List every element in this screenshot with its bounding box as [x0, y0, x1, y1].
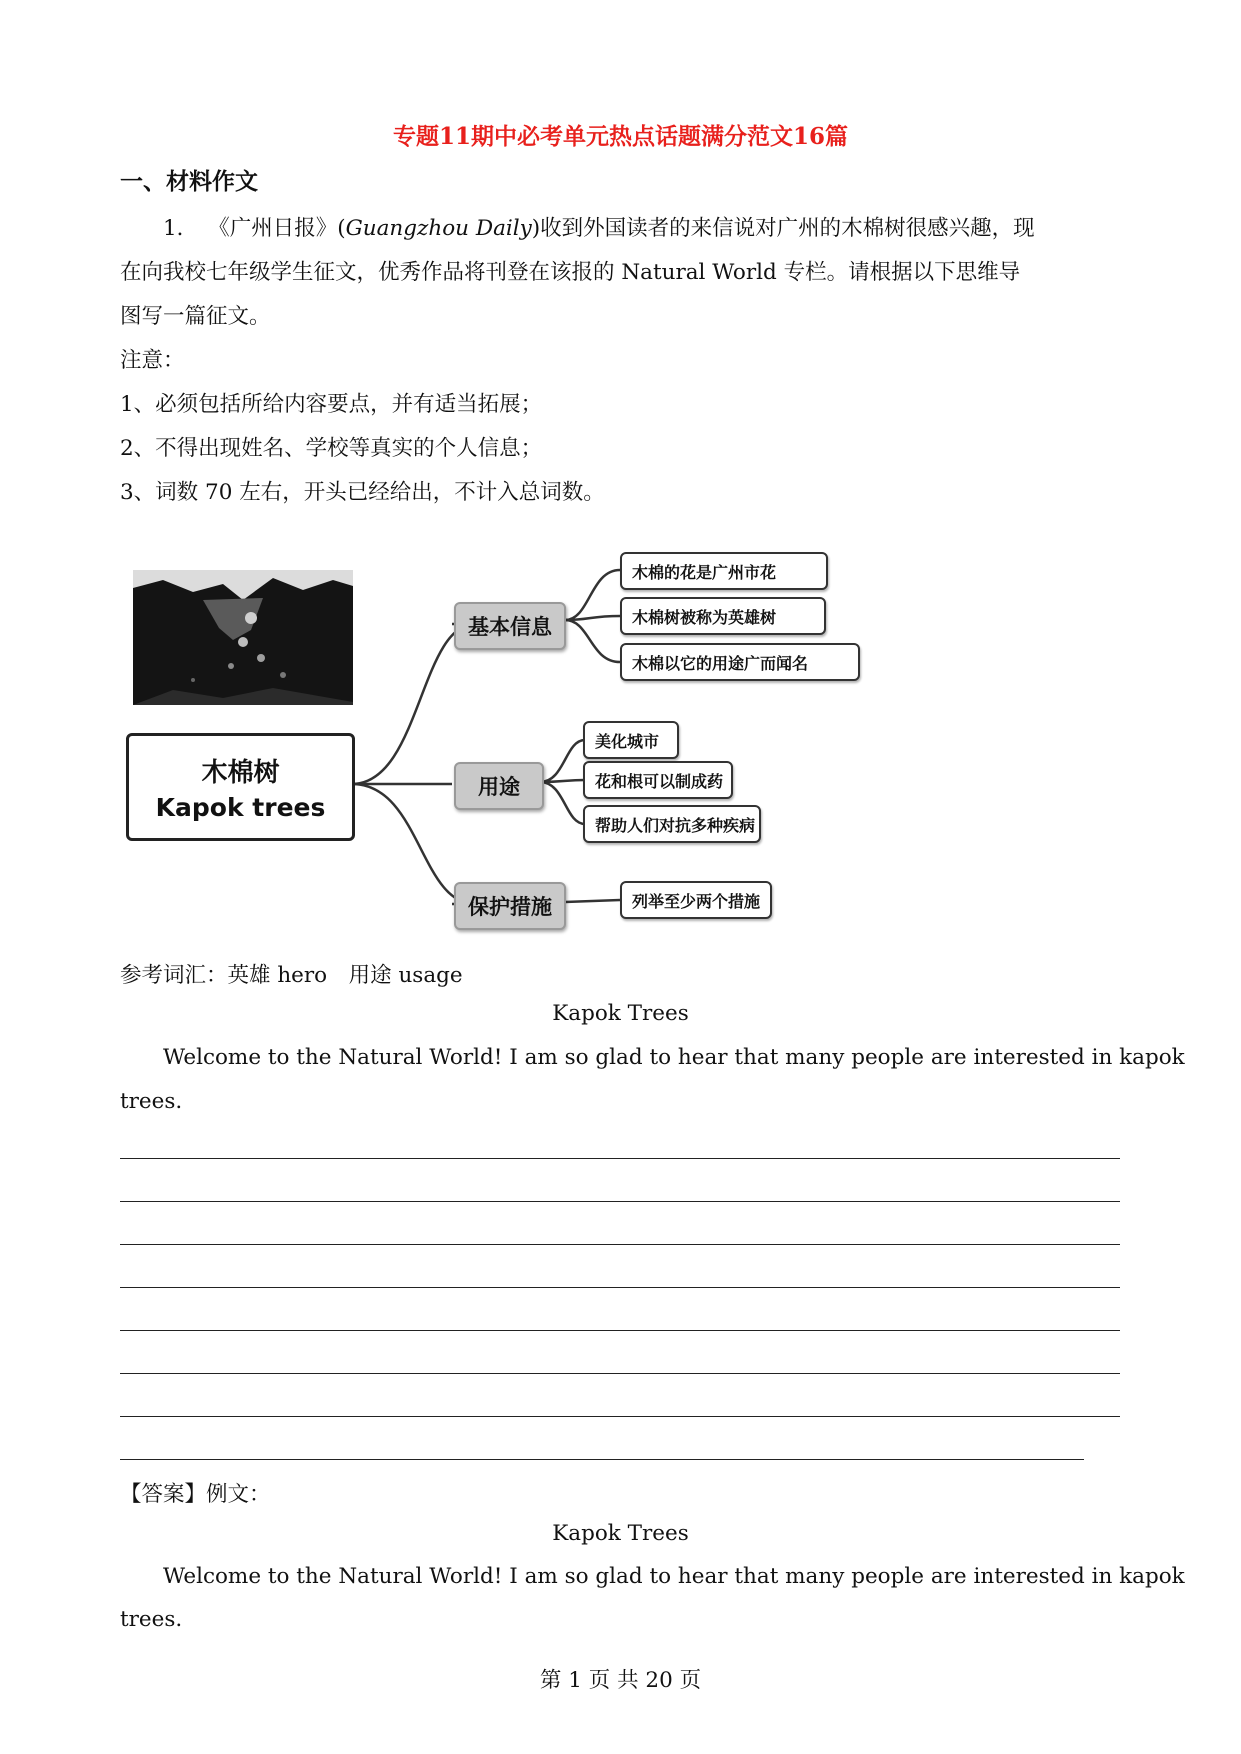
kapok-photo-image	[133, 570, 353, 705]
question-line-3: 图写一篇征文。	[120, 304, 271, 329]
writing-line[interactable]	[120, 1158, 1120, 1159]
answer-essay-title: Kapok Trees	[552, 1521, 689, 1546]
writing-line[interactable]	[120, 1244, 1120, 1245]
mind-map	[120, 540, 880, 940]
page-title: 专题11期中必考单元热点话题满分范文16篇	[392, 123, 848, 150]
question-text-pre: 《广州日报》(	[208, 216, 346, 241]
writing-line[interactable]	[120, 1416, 1120, 1417]
note-item-3: 3、词数 70 左右，开头已经给出，不计入总词数。	[120, 480, 605, 505]
notes-label: 注意：	[120, 348, 185, 373]
writing-line[interactable]	[120, 1373, 1120, 1374]
note-item-2: 2、不得出现姓名、学校等真实的个人信息；	[120, 436, 543, 461]
reference-vocabulary: 参考词汇：英雄 hero 用途 usage	[120, 963, 463, 988]
answer-label: 【答案】例文：	[120, 1482, 271, 1507]
leaf-usage-1: 美化城市	[583, 721, 679, 759]
answer-line-1: Welcome to the Natural World! I am so glad to hear that many people are interested in kapok	[163, 1564, 1185, 1589]
answer-line-2: trees.	[120, 1607, 183, 1632]
page-footer: 第 1 页 共 20 页	[539, 1668, 702, 1693]
center-node-english: Kapok trees	[155, 793, 326, 822]
essay-title: Kapok Trees	[552, 1001, 689, 1026]
branch-usage: 用途	[454, 762, 544, 810]
leaf-usage-3: 帮助人们对抗多种疾病	[583, 805, 761, 843]
leaf-protection-1: 列举至少两个措施	[620, 881, 772, 919]
question-line-2: 在向我校七年级学生征文，优秀作品将刊登在该报的 Natural World 专栏。请根据以下思维导	[120, 260, 1021, 285]
note-item-1: 1、必须包括所给内容要点，并有适当拓展；	[120, 392, 543, 417]
section-heading: 一、材料作文	[120, 168, 258, 195]
center-node-chinese: 木棉树	[201, 758, 280, 788]
question-line-1	[163, 211, 1035, 242]
leaf-usage-2: 花和根可以制成药	[583, 761, 733, 799]
question-newspaper-name: Guangzhou Daily	[345, 216, 532, 241]
kapok-tree-photo	[133, 570, 353, 705]
branch-basic-info: 基本信息	[454, 602, 566, 650]
mind-map-center-node	[126, 733, 355, 841]
writing-line[interactable]	[120, 1330, 1120, 1331]
writing-line[interactable]	[120, 1287, 1120, 1288]
writing-line[interactable]	[120, 1459, 1084, 1460]
question-text-post: )收到外国读者的来信说对广州的木棉树很感兴趣，现	[531, 216, 1035, 241]
essay-opening-line-2: trees.	[120, 1089, 183, 1114]
leaf-basic-info-2: 木棉树被称为英雄树	[620, 597, 826, 635]
branch-protection-measures: 保护措施	[454, 882, 566, 930]
writing-line[interactable]	[120, 1201, 1120, 1202]
question-number: 1．	[163, 216, 199, 241]
essay-opening-line-1: Welcome to the Natural World! I am so glad to hear that many people are interested in kapok	[163, 1045, 1185, 1070]
leaf-basic-info-3: 木棉以它的用途广而闻名	[620, 643, 860, 681]
leaf-basic-info-1: 木棉的花是广州市花	[620, 552, 828, 590]
